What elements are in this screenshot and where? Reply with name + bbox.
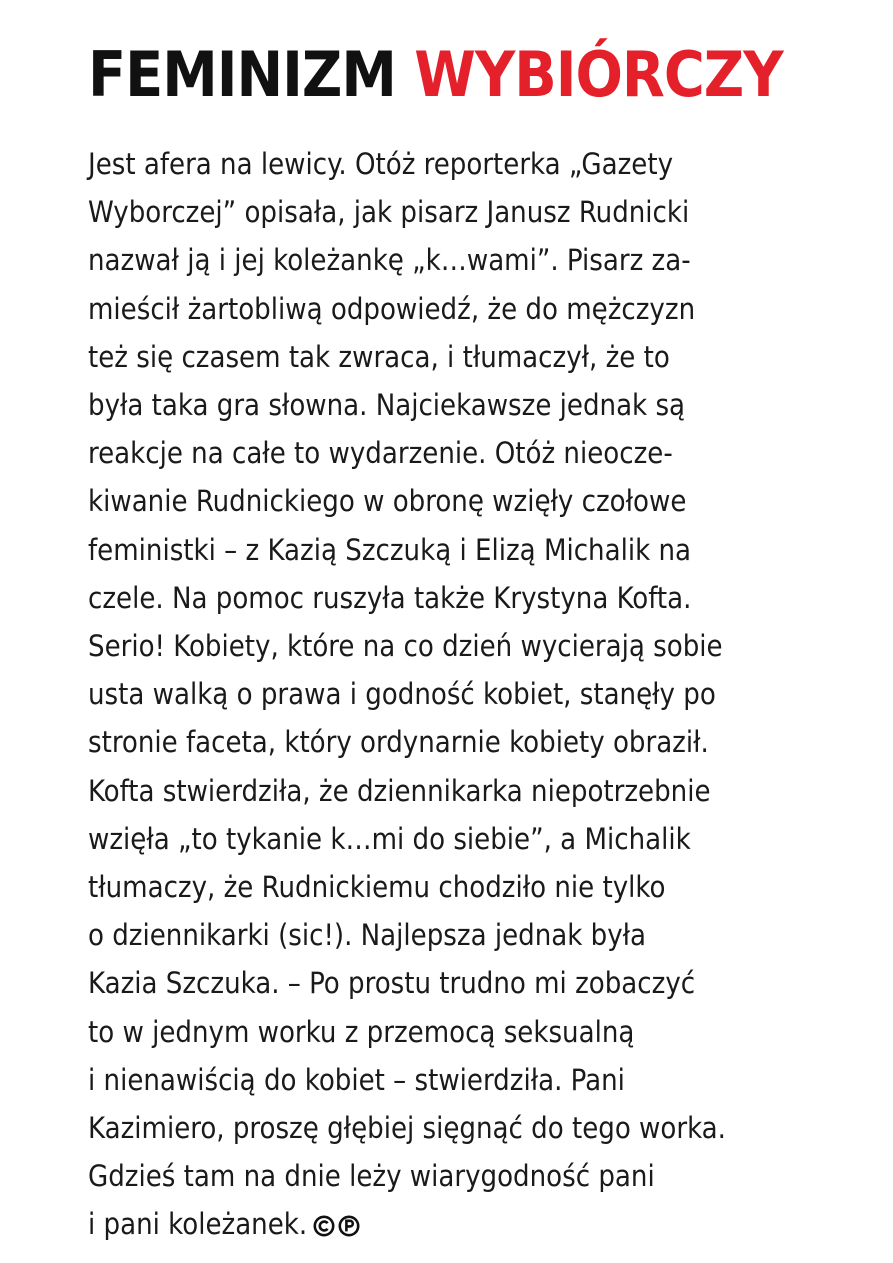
body-line: to w jednym worku z przemocą seksualną — [88, 1014, 635, 1049]
article-body — [88, 140, 818, 1252]
body-line: Kazimiero, proszę głębiej sięgnąć do tego worka. — [88, 1111, 726, 1146]
body-line: Wyborczej” opisała, jak pisarz Janusz Rudnicki — [88, 195, 690, 230]
body-line: reakcje na całe to wydarzenie. Otóż nieocze- — [88, 436, 673, 471]
body-line: i nienawiścią do kobiet – stwierdziła. Pani — [88, 1062, 625, 1097]
body-line: stronie faceta, który ordynarnie kobiety obraził. — [88, 725, 709, 760]
headline-part-black: FEMINIZM — [88, 38, 396, 111]
body-line-text: i pani koleżanek. — [88, 1207, 308, 1242]
body-line: Kazia Szczuka. – Po prostu trudno mi zobaczyć — [88, 966, 696, 1001]
article — [88, 36, 818, 1252]
p-circle-icon — [338, 1215, 360, 1237]
body-line: Serio! Kobiety, które na co dzień wycierają sobie — [88, 629, 723, 664]
body-line: czele. Na pomoc ruszyła także Krystyna Kofta. — [88, 580, 692, 615]
body-line-last — [88, 1200, 818, 1251]
copyright-circle-icon — [313, 1215, 335, 1237]
headline-part-red: WYBIÓRCZY — [414, 38, 783, 111]
body-line: mieścił żartobliwą odpowiedź, że do mężczyzn — [88, 291, 696, 326]
body-line: Jest afera na lewicy. Otóż reporterka „Gazety — [88, 147, 674, 181]
body-line: nazwał ją i jej koleżankę „k…wami”. Pisarz za- — [88, 243, 691, 278]
body-line: Gdzieś tam na dnie leży wiarygodność pani — [88, 1159, 655, 1194]
body-line: kiwanie Rudnickiego w obronę wzięły czołowe — [88, 484, 687, 519]
body-line: usta walką o prawa i godność kobiet, stanęły po — [88, 677, 716, 712]
body-line: o dziennikarki (sic!). Najlepsza jednak była — [88, 918, 647, 953]
body-line: wzięła „to tykanie k…mi do siebie”, a Michalik — [88, 821, 691, 856]
body-line: feministki – z Kazią Szczuką i Elizą Michalik na — [88, 532, 691, 567]
body-line: Kofta stwierdziła, że dziennikarka niepotrzebnie — [88, 773, 711, 808]
body-line: była taka gra słowna. Najciekawsze jednak są — [88, 388, 686, 423]
headline — [88, 36, 818, 114]
body-line: tłumaczy, że Rudnickiemu chodziło nie tylko — [88, 870, 666, 905]
body-line: też się czasem tak zwraca, i tłumaczył, że to — [88, 339, 670, 374]
end-marks — [313, 1203, 363, 1251]
